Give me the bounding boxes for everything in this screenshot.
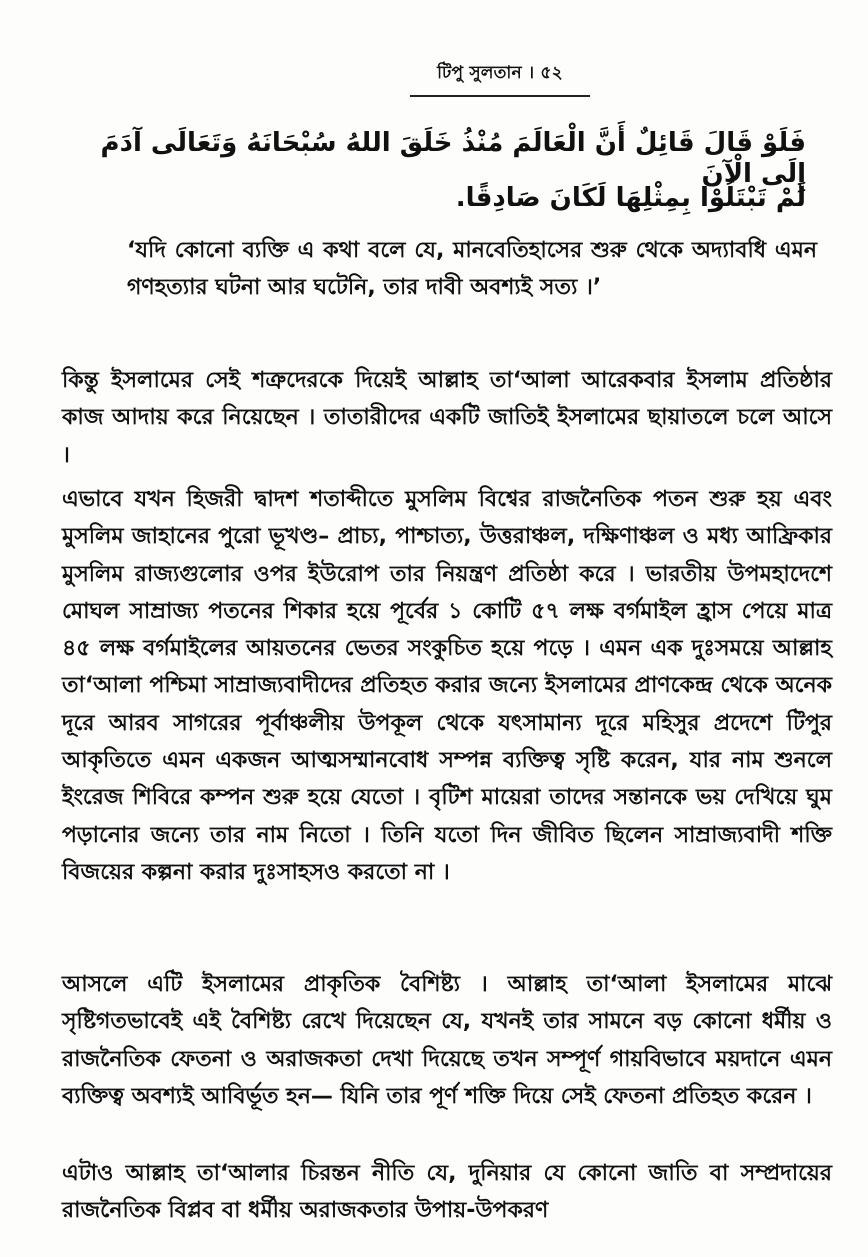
arabic-quote-line-1: فَلَوْ قَالَ قَائِلٌ أَنَّ الْعَالَمَ مُنْذُ خَلَقَ اللهُ سُبْحَانَهُ وَتَعَالَى آدَمَ إِلَى الْآنَ — [100, 128, 806, 190]
translation-quote: ‘যদি কোনো ব্যক্তি এ কথা বলে যে, মানবেতিহাসের শুরু থেকে অদ্যাবধি এমন গণহত্যার ঘটনা আর ঘটেনি, তার দাবী অবশ্যই সত্য ।’ — [127, 238, 817, 300]
paragraph-2: এভাবে যখন হিজরী দ্বাদশ শতাব্দীতে মুসলিম বিশ্বের রাজনৈতিক পতন শুরু হয় এবং মুসলিম জাহানের পুরো ভূখণ্ড– প্রাচ্য, পাশ্চাত্য, উত্তরাঞ্চল, দক্ষিণাঞ্চল ও মধ্য আফ্রিকার মুসলিম রাজ্যগুলোর ওপর ইউরোপ তার নিয়ন্ত্রণ প্রতিষ্ঠা করে । ভারতীয় উপমহাদেশে মোঘল সাম্রাজ্য পতনের শিকার হয়ে পূর্বের ১ কোটি ৫৭ লক্ষ বর্গমাইল হ্রাস পেয়ে মাত্র ৪৫ লক্ষ বর্গমাইলের আয়তনের ভেতর সংকুচিত হয়ে পড়ে । এমন এক দুঃসময়ে আল্লাহ তা‘আলা পশ্চিমা সাম্রাজ্যবাদীদের প্রতিহত করার জন্যে ইসলামের প্রাণকেন্দ্র থেকে অনেক দূরে আরব সাগরের পূর্বাঞ্চলীয় উপকূল থেকে যৎসামান্য দূরে মহিসুর প্রদেশে টিপুর আকৃতিতে এমন একজন আত্মসম্মানবোধ সম্পন্ন ব্যক্তিত্ব সৃষ্টি করেন, যার নাম শুনলে ইংরেজ শিবিরে কম্পন শুরু হয়ে যেতো । বৃটিশ মায়েরা তাদের সন্তানকে ভয় দেখিয়ে ঘুম পড়ানোর জন্যে তার নাম নিতো । তিনি যতো দিন জীবিত ছিলেন সাম্রাজ্যবাদী শক্তি বিজয়ের কল্পনা করার দুঃসাহসও করতো না । — [62, 487, 832, 885]
arabic-quote-line-2: لَمْ تَبْتَلُوْا بِمِثْلِهَا لَكَانَ صَادِقًا. — [455, 183, 806, 213]
paragraph-4: এটাও আল্লাহ তা‘আলার চিরন্তন নীতি যে, দুনিয়ার যে কোনো জাতি বা সম্প্রদায়ের রাজনৈতিক বিপ্লব বা ধর্মীয় অরাজকতার উপায়-উপকরণ — [62, 1161, 832, 1224]
running-header: টিপু সুলতান । ৫২ — [437, 63, 563, 83]
paragraph-3: আসলে এটি ইসলামের প্রাকৃতিক বৈশিষ্ট্য । আল্লাহ তা‘আলা ইসলামের মাঝে সৃষ্টিগতভাবেই এই বৈশিষ্ট্য রেখে দিয়েছেন যে, যখনই তার সামনে বড় কোনো ধর্মীয় ও রাজনৈতিক ফেতনা ও অরাজকতা দেখা দিয়েছে তখন সম্পূর্ণ গায়বিভাবে ময়দানে এমন ব্যক্তিত্ব অবশ্যই আবির্ভূত হন— যিনি তার পূর্ণ শক্তি দিয়ে সেই ফেতনা প্রতিহত করেন । — [62, 972, 832, 1109]
header-rule — [410, 95, 590, 97]
paragraph-1: কিন্তু ইসলামের সেই শত্রুদেরকে দিয়েই আল্লাহ তা‘আলা আরেকবার ইসলাম প্রতিষ্ঠার কাজ আদায় করে নিয়েছেন । তাতারীদের একটি জাতিই ইসলামের ছায়াতলে চলে আসে । — [62, 368, 832, 468]
